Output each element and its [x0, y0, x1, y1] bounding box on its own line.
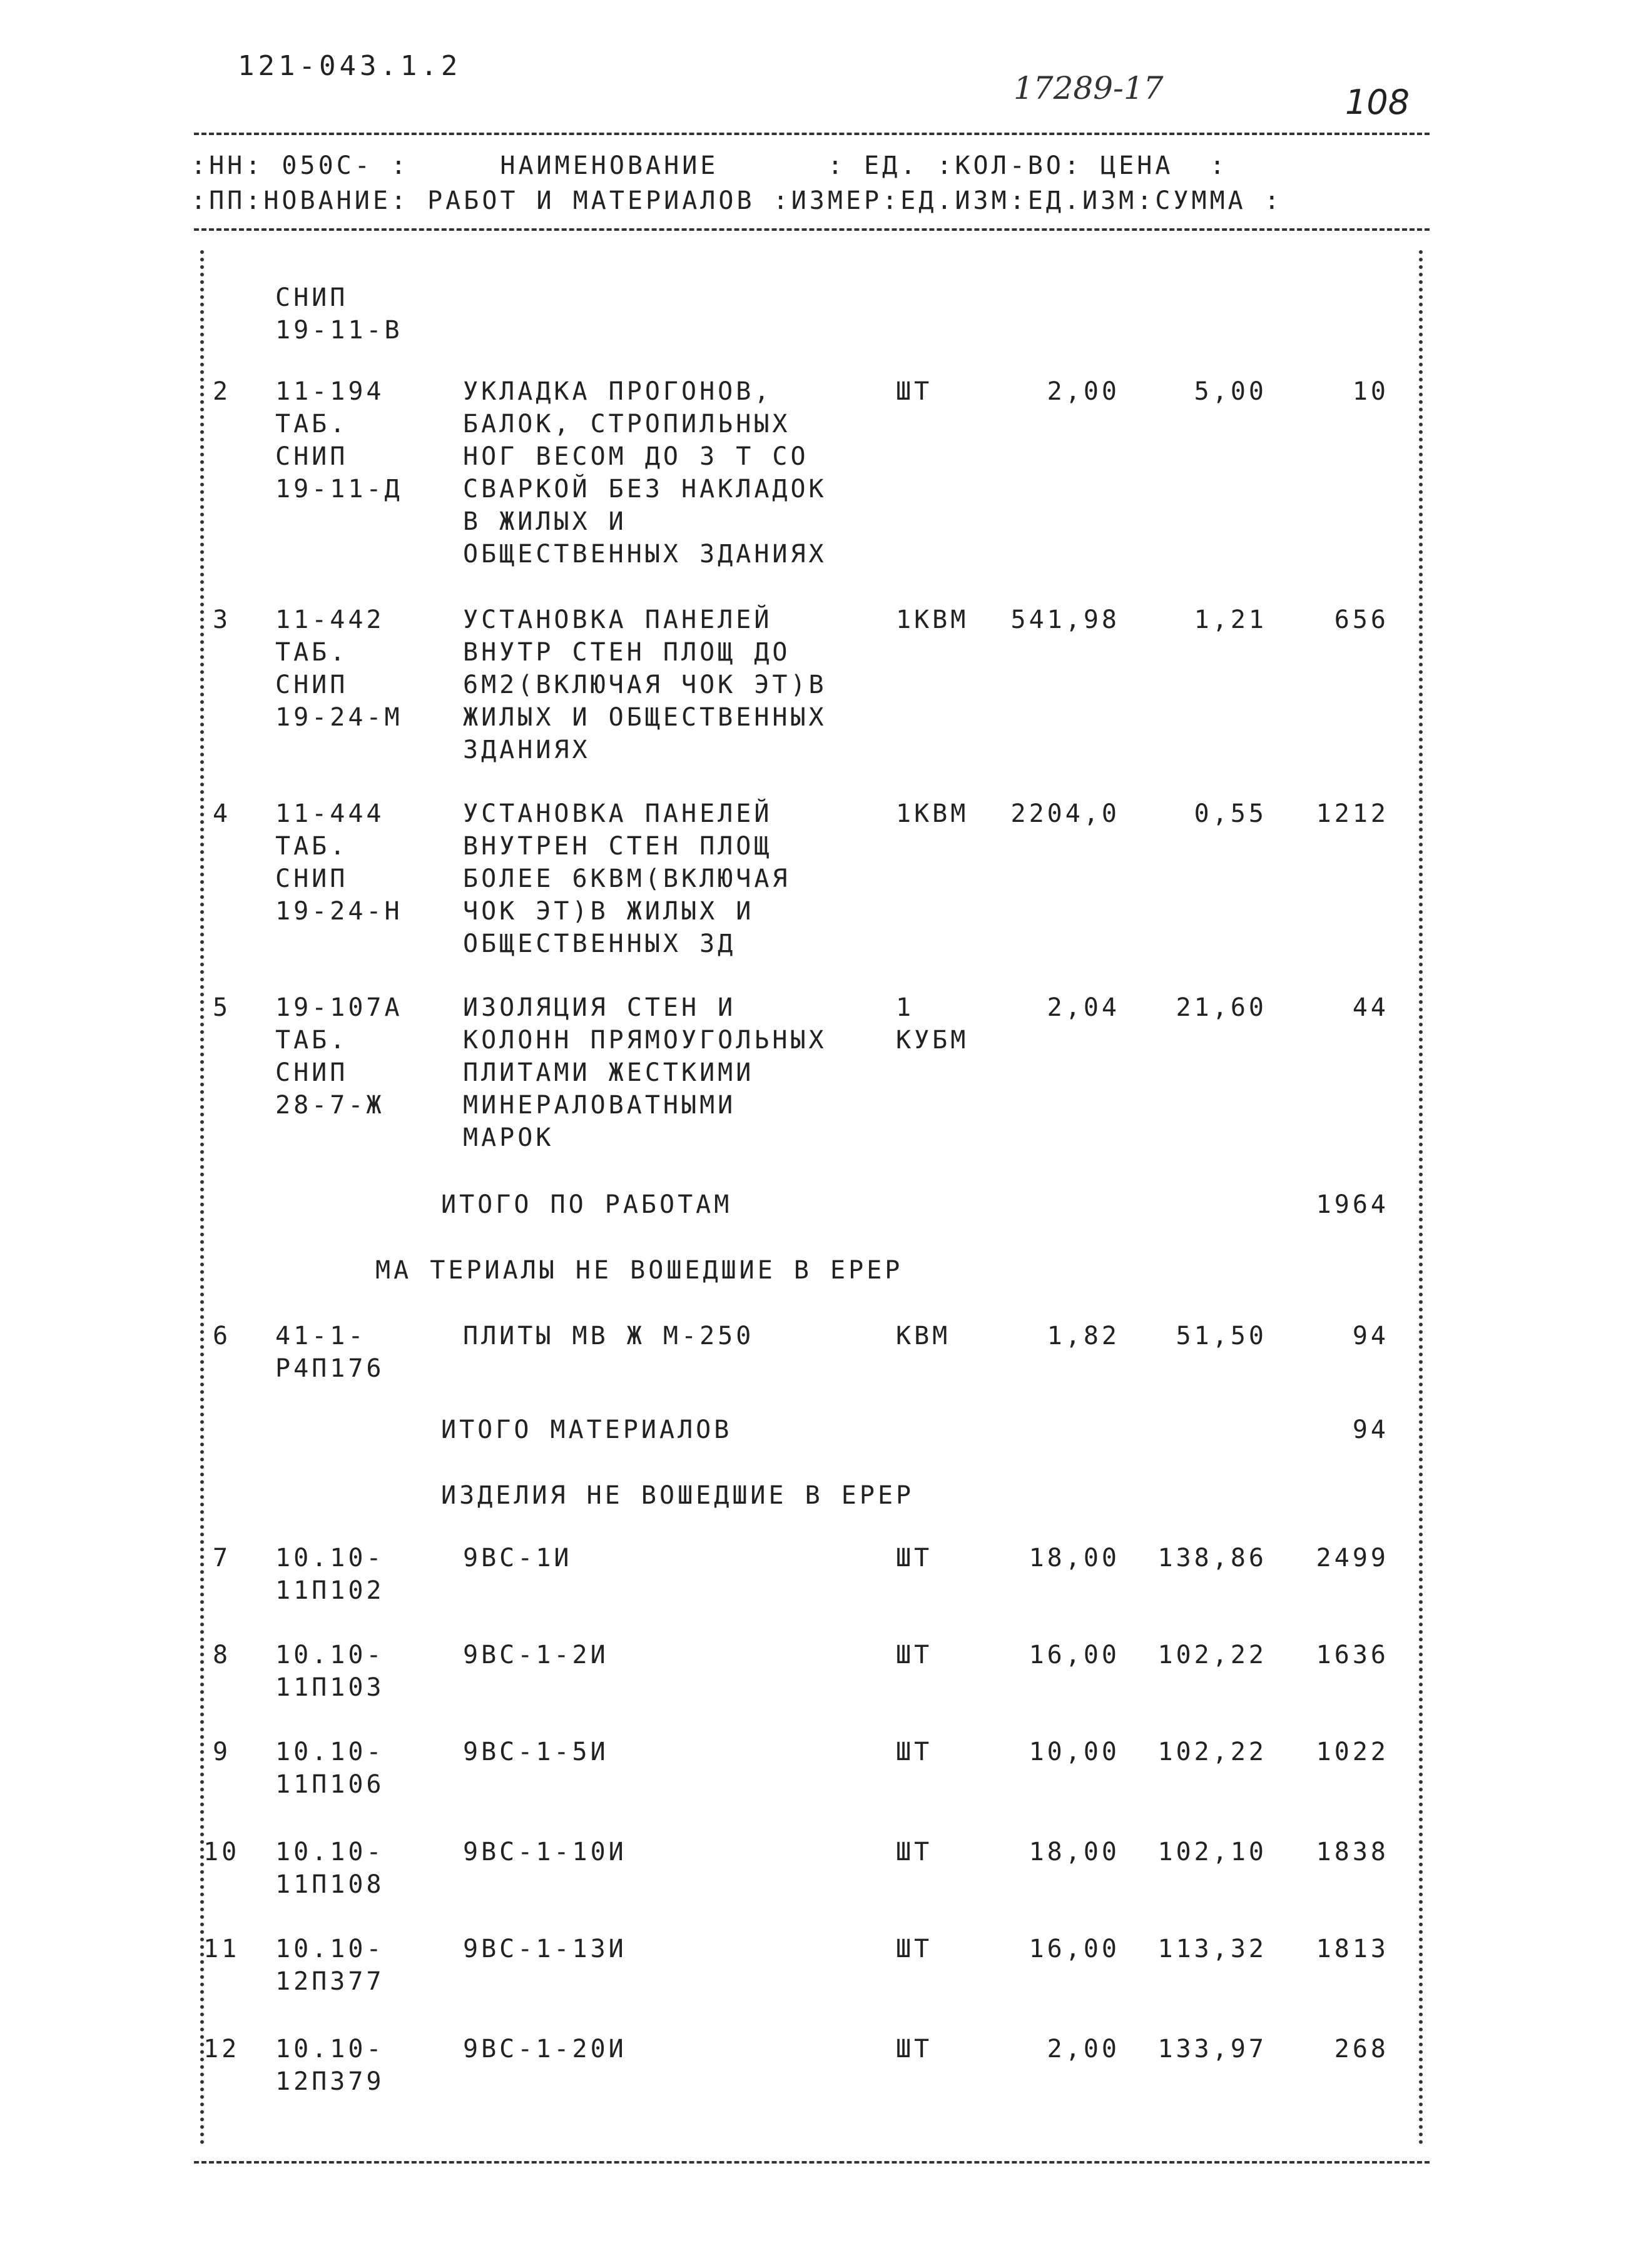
row-sum: 44: [1352, 993, 1389, 1022]
row-unit: 1 КУБМ: [896, 993, 969, 1055]
row-price: 0,55: [1194, 799, 1267, 828]
row-sum: 10: [1352, 377, 1389, 406]
row-number: 12: [203, 2035, 240, 2063]
summary-label: МА ТЕРИАЛЫ НЕ ВОШЕДШИЕ В ЕРЕР: [375, 1256, 903, 1285]
row-price: 138,86: [1157, 1544, 1267, 1572]
row-code: 11-444 ТАБ. СНИП 19-24-Н: [275, 799, 403, 926]
row-quantity: 2204,0: [1010, 799, 1120, 828]
row-number: 2: [213, 377, 231, 406]
row-sum: 1813: [1316, 1935, 1389, 1963]
row-sum: 1838: [1316, 1838, 1389, 1866]
summary-label: ИЗДЕЛИЯ НЕ ВОШЕДШИЕ В ЕРЕР: [441, 1481, 915, 1510]
row-number: 6: [213, 1322, 231, 1350]
row-unit: КВМ: [896, 1322, 951, 1350]
right-border: [1419, 250, 1423, 2145]
row-price: 102,10: [1157, 1838, 1267, 1866]
row-code: 10.10- 11П108: [275, 1838, 385, 1899]
row-sum: 2499: [1316, 1544, 1389, 1572]
row-price: 1,21: [1194, 605, 1267, 634]
row-sum: 1212: [1316, 799, 1389, 828]
handwritten-number: 17289-17: [1014, 70, 1164, 106]
row-price: 102,22: [1157, 1738, 1267, 1766]
header-rule: [194, 228, 1430, 231]
row-number: 9: [213, 1738, 231, 1766]
row-unit: ШТ: [896, 1935, 933, 1963]
row-code: 11-194 ТАБ. СНИП 19-11-Д: [275, 377, 403, 504]
row-number: 5: [213, 993, 231, 1022]
row-name: 9ВС-1-20И: [463, 2035, 627, 2063]
row-number: 4: [213, 799, 231, 828]
row-unit: ШТ: [896, 377, 933, 406]
row-code: 10.10- 11П102: [275, 1544, 385, 1605]
row-unit: ШТ: [896, 1544, 933, 1572]
row-name: УКЛАДКА ПРОГОНОВ, БАЛОК, СТРОПИЛЬНЫХ НОГ ВЕСОМ ДО 3 Т СО СВАРКОЙ БЕЗ НАКЛАДОК В ЖИЛЫХ И ОБЩЕСТВЕННЫХ ЗДАНИЯХ: [463, 377, 827, 569]
row-code: 19-107А ТАБ. СНИП 28-7-Ж: [275, 993, 403, 1120]
top-rule: [194, 133, 1430, 135]
row-name: 9ВС-1-5И: [463, 1738, 609, 1766]
row-code: 10.10- 11П106: [275, 1738, 385, 1799]
row-unit: 1КВМ: [896, 799, 969, 828]
row-quantity: 541,98: [1010, 605, 1120, 634]
row-quantity: 16,00: [1029, 1641, 1120, 1669]
row-quantity: 10,00: [1029, 1738, 1120, 1766]
row-name: ПЛИТЫ МВ Ж М-250: [463, 1322, 755, 1350]
row-code: 11-442 ТАБ. СНИП 19-24-М: [275, 605, 403, 732]
row-quantity: 2,04: [1047, 993, 1120, 1022]
row-unit: 1КВМ: [896, 605, 969, 634]
header-line-1: :НН: 050С- : НАИМЕНОВАНИЕ : ЕД. :КОЛ-ВО: ЦЕНА :: [191, 151, 1228, 180]
row-price: 21,60: [1176, 993, 1267, 1022]
row-name: 9ВС-1И: [463, 1544, 572, 1572]
bottom-rule: [194, 2161, 1430, 2164]
summary-label: ИТОГО ПО РАБОТАМ: [441, 1190, 733, 1219]
row-quantity: 2,00: [1047, 377, 1120, 406]
row-number: 7: [213, 1544, 231, 1572]
row-sum: 268: [1334, 2035, 1389, 2063]
row-name: 9ВС-1-13И: [463, 1935, 627, 1963]
summary-sum: 1964: [1316, 1190, 1389, 1219]
row-unit: ШТ: [896, 1738, 933, 1766]
row-price: 133,97: [1157, 2035, 1267, 2063]
row-price: 51,50: [1176, 1322, 1267, 1350]
row-code: СНИП 19-11-В: [275, 283, 403, 345]
row-name: ИЗОЛЯЦИЯ СТЕН И КОЛОНН ПРЯМОУГОЛЬНЫХ ПЛИТАМИ ЖЕСТКИМИ МИНЕРАЛОВАТНЫМИ МАРОК: [463, 993, 827, 1152]
row-name: УСТАНОВКА ПАНЕЛЕЙ ВНУТР СТЕН ПЛОЩ ДО 6М2(ВКЛЮЧАЯ ЧОК ЭТ)В ЖИЛЫХ И ОБЩЕСТВЕННЫХ ЗДАНИЯХ: [463, 605, 827, 764]
row-quantity: 18,00: [1029, 1544, 1120, 1572]
row-sum: 656: [1334, 605, 1389, 634]
row-unit: ШТ: [896, 1838, 933, 1866]
row-number: 10: [203, 1838, 240, 1866]
header-line-2: :ПП:НОВАНИЕ: РАБОТ И МАТЕРИАЛОВ :ИЗМЕР:ЕД.ИЗМ:ЕД.ИЗМ:СУММА :: [191, 186, 1283, 215]
row-unit: ШТ: [896, 1641, 933, 1669]
row-name: 9ВС-1-2И: [463, 1641, 609, 1669]
row-quantity: 18,00: [1029, 1838, 1120, 1866]
row-quantity: 1,82: [1047, 1322, 1120, 1350]
row-number: 11: [203, 1935, 240, 1963]
row-sum: 1636: [1316, 1641, 1389, 1669]
row-name: 9ВС-1-10И: [463, 1838, 627, 1866]
row-name: УСТАНОВКА ПАНЕЛЕЙ ВНУТРЕН СТЕН ПЛОЩ БОЛЕЕ 6КВМ(ВКЛЮЧАЯ ЧОК ЭТ)В ЖИЛЫХ И ОБЩЕСТВЕННЫХ ЗД: [463, 799, 791, 958]
row-code: 10.10- 11П103: [275, 1641, 385, 1702]
row-code: 10.10- 12П379: [275, 2035, 385, 2096]
summary-label: ИТОГО МАТЕРИАЛОВ: [441, 1415, 733, 1444]
row-quantity: 2,00: [1047, 2035, 1120, 2063]
row-price: 5,00: [1194, 377, 1267, 406]
row-number: 3: [213, 605, 231, 634]
row-price: 113,32: [1157, 1935, 1267, 1963]
summary-sum: 94: [1352, 1415, 1389, 1444]
document-code: 121-043.1.2: [238, 50, 462, 82]
row-quantity: 16,00: [1029, 1935, 1120, 1963]
page-number: 108: [1345, 83, 1410, 122]
row-code: 10.10- 12П377: [275, 1935, 385, 1996]
row-sum: 1022: [1316, 1738, 1389, 1766]
row-code: 41-1- Р4П176: [275, 1322, 385, 1383]
row-number: 8: [213, 1641, 231, 1669]
row-unit: ШТ: [896, 2035, 933, 2063]
row-price: 102,22: [1157, 1641, 1267, 1669]
row-sum: 94: [1352, 1322, 1389, 1350]
